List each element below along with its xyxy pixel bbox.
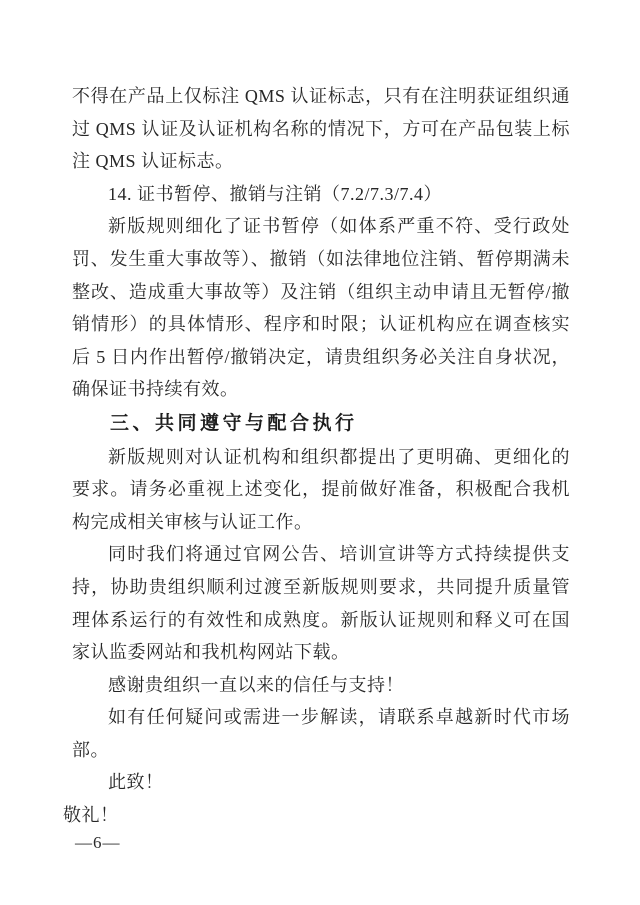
paragraph-thanks: 感谢贵组织一直以来的信任与支持！ bbox=[108, 674, 404, 695]
paragraph-section3-requirements: 新版规则对认证机构和组织都提出了更明确、更细化的要求。请务必重视上述变化，提前做好准备，积极配合我机构完成相关审核与认证工作。 bbox=[72, 446, 570, 532]
page-number: —6— bbox=[75, 833, 121, 852]
closing-cizhi: 此致！ bbox=[108, 772, 164, 793]
paragraph-contact: 如有任何疑问或需进一步解读，请联系卓越新时代市场部。 bbox=[72, 707, 570, 760]
section3-heading: 三、共同遵守与配合执行 bbox=[110, 412, 358, 434]
paragraph-item14-title: 14. 证书暂停、撤销与注销（7.2/7.3/7.4） bbox=[108, 183, 443, 204]
document-body bbox=[63, 80, 570, 832]
paragraph-section3-support: 同时我们将通过官网公告、培训宣讲等方式持续提供支持，协助贵组织顺利过渡至新版规则要求，共同提升质量管理体系运行的有效性和成熟度。新版认证规则和释义可在国家认监委网站和我机构网站下载。 bbox=[72, 544, 570, 663]
paragraph-qms-mark-usage: 不得在产品上仅标注 QMS 认证标志，只有在注明获证组织通过 QMS 认证及认证机构名称的情况下，方可在产品包装上标注 QMS 认证标志。 bbox=[72, 86, 570, 172]
paragraph-item14-detail: 新版规则细化了证书暂停（如体系严重不符、受行政处罚、发生重大事故等）、撤销（如法律地位注销、暂停期满未整改、造成重大事故等）及注销（组织主动申请且无暂停/撤销情形）的具体情形、程序和时限；认证机构应在调查核实后 5 日内作出暂停/撤销决定，请贵组织务必关注自身状况，确保证书持续有效。 bbox=[72, 216, 570, 400]
closing-jingli: 敬礼！ bbox=[63, 805, 119, 826]
